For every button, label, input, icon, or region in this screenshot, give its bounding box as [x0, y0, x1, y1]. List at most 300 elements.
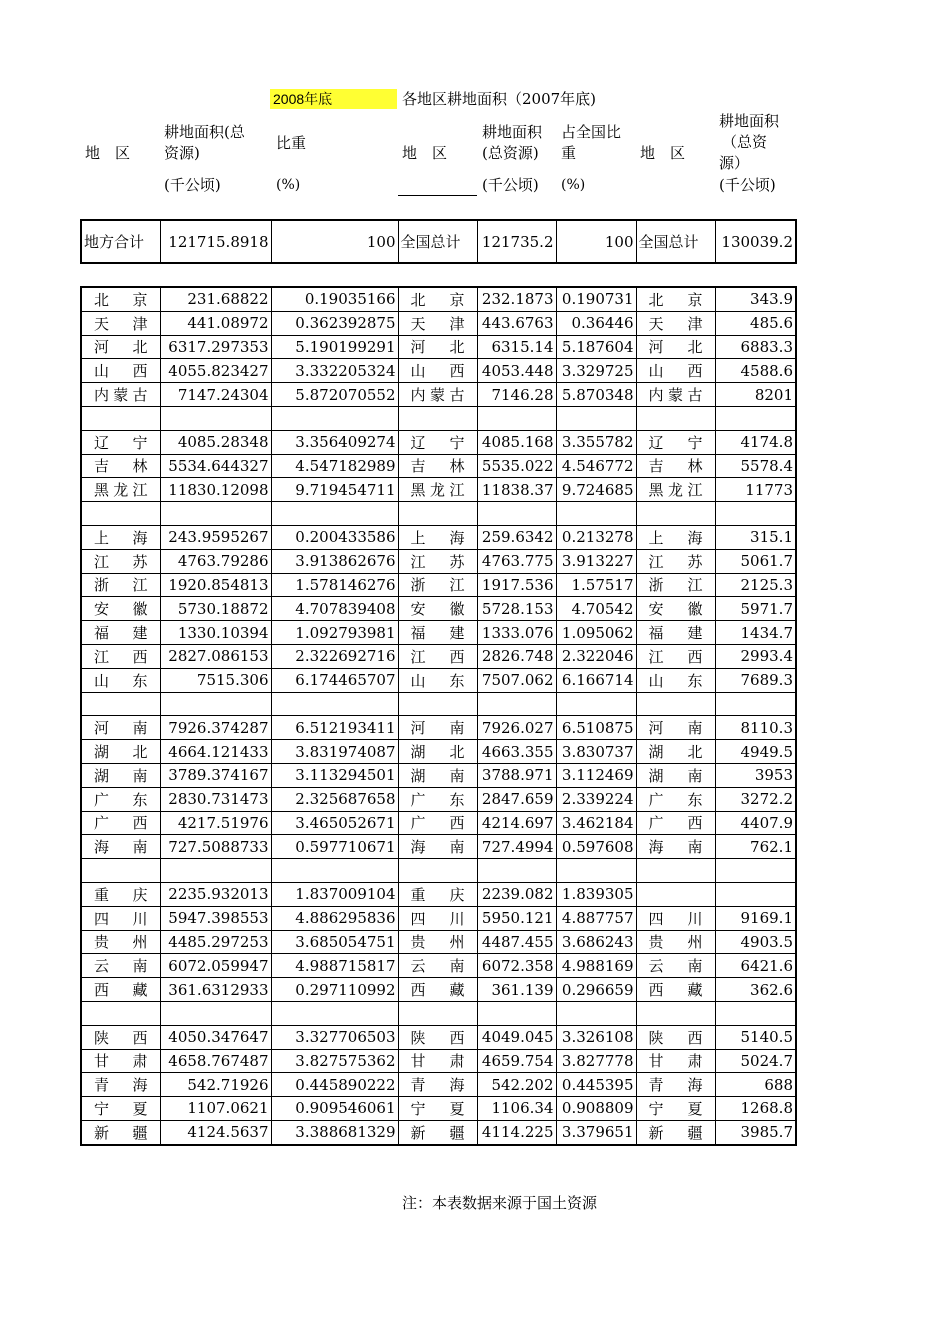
cell-region-b[interactable]: 辽 宁 [398, 430, 477, 454]
cell-area-b[interactable]: 542.202 [477, 1073, 556, 1097]
cell-area-b[interactable]: 443.6763 [477, 311, 556, 335]
cell-region-c[interactable]: 西 藏 [636, 978, 715, 1002]
cell-region-b[interactable] [398, 692, 477, 716]
cell-share-a[interactable]: 4.988715817 [271, 954, 398, 978]
cell-area-b[interactable]: 4763.775 [477, 549, 556, 573]
cell-region-a[interactable]: 辽 宁 [81, 430, 160, 454]
cell-region-c[interactable]: 北 京 [636, 287, 715, 311]
cell-region-a[interactable]: 新 疆 [81, 1120, 160, 1144]
cell-share-a[interactable]: 100 [271, 220, 398, 263]
cell-region-b[interactable]: 河 南 [398, 716, 477, 740]
cell-area-c[interactable]: 4949.5 [715, 740, 796, 764]
cell-area-c[interactable]: 4407.9 [715, 811, 796, 835]
cell-area-b[interactable]: 232.1873 [477, 287, 556, 311]
cell-share-b[interactable]: 4.70542 [556, 597, 636, 621]
cell-region-a[interactable]: 江 苏 [81, 549, 160, 573]
cell-area-c[interactable]: 4174.8 [715, 430, 796, 454]
cell-share-a[interactable]: 0.200433586 [271, 525, 398, 549]
cell-area-b[interactable]: 1333.076 [477, 621, 556, 645]
cell-area-a[interactable]: 4763.79286 [160, 549, 271, 573]
cell-area-a[interactable]: 2830.731473 [160, 787, 271, 811]
cell-share-b[interactable]: 4.887757 [556, 906, 636, 930]
cell-share-a[interactable]: 3.327706503 [271, 1025, 398, 1049]
cell-region-c[interactable]: 广 西 [636, 811, 715, 835]
cell-share-b[interactable]: 3.355782 [556, 430, 636, 454]
cell-area-c[interactable]: 4588.6 [715, 359, 796, 383]
cell-region-a[interactable]: 山 西 [81, 359, 160, 383]
cell-area-c[interactable] [715, 882, 796, 906]
cell-share-b[interactable]: 2.339224 [556, 787, 636, 811]
cell-area-a[interactable]: 7147.24304 [160, 383, 271, 407]
cell-area-c[interactable]: 5578.4 [715, 454, 796, 478]
cell-area-b[interactable]: 1917.536 [477, 573, 556, 597]
cell-area-a[interactable]: 4124.5637 [160, 1120, 271, 1144]
cell-share-b[interactable]: 0.597608 [556, 835, 636, 859]
cell-region-c[interactable]: 湖 北 [636, 740, 715, 764]
cell-area-a[interactable]: 4217.51976 [160, 811, 271, 835]
cell-region-a[interactable]: 河 北 [81, 335, 160, 359]
cell-area-c[interactable] [715, 406, 796, 430]
cell-share-a[interactable]: 6.512193411 [271, 716, 398, 740]
cell-region-c[interactable]: 甘 肃 [636, 1049, 715, 1073]
cell-region-c[interactable]: 陕 西 [636, 1025, 715, 1049]
cell-region-a[interactable] [81, 859, 160, 883]
cell-area-a[interactable]: 4055.823427 [160, 359, 271, 383]
cell-share-b[interactable]: 3.462184 [556, 811, 636, 835]
cell-region-c[interactable]: 吉 林 [636, 454, 715, 478]
cell-area-a[interactable]: 6072.059947 [160, 954, 271, 978]
cell-region-b[interactable]: 云 南 [398, 954, 477, 978]
cell-share-b[interactable] [556, 502, 636, 526]
cell-share-a[interactable]: 1.092793981 [271, 621, 398, 645]
cell-region-a[interactable]: 青 海 [81, 1073, 160, 1097]
cell-share-b[interactable]: 0.190731 [556, 287, 636, 311]
cell-area-a[interactable]: 5730.18872 [160, 597, 271, 621]
cell-share-b[interactable]: 3.913227 [556, 549, 636, 573]
cell-share-a[interactable]: 5.872070552 [271, 383, 398, 407]
cell-area-b[interactable]: 7146.28 [477, 383, 556, 407]
cell-region-b[interactable]: 上 海 [398, 525, 477, 549]
col-region-a: 地 区 [85, 144, 131, 162]
cell-area-c[interactable]: 485.6 [715, 311, 796, 335]
cell-area-a[interactable] [160, 1001, 271, 1025]
cell-area-c[interactable]: 130039.2 [715, 220, 796, 263]
cell-share-a[interactable]: 3.465052671 [271, 811, 398, 835]
cell-area-b[interactable]: 6072.358 [477, 954, 556, 978]
cell-region-c[interactable]: 江 西 [636, 644, 715, 668]
cell-share-a[interactable]: 0.362392875 [271, 311, 398, 335]
cell-region-a[interactable]: 湖 南 [81, 763, 160, 787]
cell-region-b[interactable]: 吉 林 [398, 454, 477, 478]
cell-area-a[interactable]: 243.9595267 [160, 525, 271, 549]
cell-share-a[interactable] [271, 1001, 398, 1025]
cell-share-b[interactable] [556, 1001, 636, 1025]
cell-share-b[interactable]: 3.827778 [556, 1049, 636, 1073]
cell-area-a[interactable]: 361.6312933 [160, 978, 271, 1002]
cell-share-a[interactable]: 9.719454711 [271, 478, 398, 502]
cell-area-c[interactable]: 362.6 [715, 978, 796, 1002]
cell-region-a[interactable]: 宁 夏 [81, 1097, 160, 1121]
cell-region-b[interactable]: 四 川 [398, 906, 477, 930]
cell-area-a[interactable] [160, 859, 271, 883]
cell-area-b[interactable]: 4659.754 [477, 1049, 556, 1073]
cell-region-b[interactable]: 黑龙江 [398, 478, 477, 502]
cell-area-a[interactable]: 121715.8918 [160, 220, 271, 263]
cell-area-a[interactable]: 5534.644327 [160, 454, 271, 478]
cell-area-c[interactable]: 1434.7 [715, 621, 796, 645]
cell-region-a[interactable]: 地方合计 [81, 220, 160, 263]
cell-region-c[interactable] [636, 882, 715, 906]
cell-area-a[interactable]: 4664.121433 [160, 740, 271, 764]
cell-region-a[interactable]: 甘 肃 [81, 1049, 160, 1073]
cell-region-a[interactable]: 浙 江 [81, 573, 160, 597]
cell-area-b[interactable]: 6315.14 [477, 335, 556, 359]
cell-area-a[interactable]: 727.5088733 [160, 835, 271, 859]
cell-share-a[interactable]: 0.445890222 [271, 1073, 398, 1097]
cell-region-c[interactable]: 山 西 [636, 359, 715, 383]
cell-region-c[interactable] [636, 859, 715, 883]
cell-area-a[interactable]: 1107.0621 [160, 1097, 271, 1121]
cell-region-b[interactable]: 海 南 [398, 835, 477, 859]
cell-area-c[interactable]: 5140.5 [715, 1025, 796, 1049]
cell-area-b[interactable]: 5950.121 [477, 906, 556, 930]
cell-share-a[interactable]: 4.547182989 [271, 454, 398, 478]
cell-area-b[interactable]: 4214.697 [477, 811, 556, 835]
cell-region-a[interactable]: 北 京 [81, 287, 160, 311]
cell-area-a[interactable]: 4085.28348 [160, 430, 271, 454]
cell-area-a[interactable]: 7926.374287 [160, 716, 271, 740]
table-row [81, 1120, 796, 1144]
cell-region-a[interactable]: 山 东 [81, 668, 160, 692]
cell-area-c[interactable]: 11773 [715, 478, 796, 502]
cell-area-b[interactable]: 2239.082 [477, 882, 556, 906]
cell-share-a[interactable] [271, 502, 398, 526]
cell-area-c[interactable] [715, 1001, 796, 1025]
cell-region-c[interactable]: 天 津 [636, 311, 715, 335]
cell-region-c[interactable]: 浙 江 [636, 573, 715, 597]
cell-area-b[interactable]: 121735.2 [477, 220, 556, 263]
cell-region-c[interactable]: 黑龙江 [636, 478, 715, 502]
cell-region-c[interactable] [636, 692, 715, 716]
cell-area-b[interactable]: 4114.225 [477, 1120, 556, 1144]
cell-region-a[interactable] [81, 1001, 160, 1025]
cell-area-a[interactable]: 11830.12098 [160, 478, 271, 502]
cell-area-b[interactable] [477, 692, 556, 716]
cell-region-a[interactable]: 四 川 [81, 906, 160, 930]
cell-area-b[interactable]: 4049.045 [477, 1025, 556, 1049]
cell-area-b[interactable]: 3788.971 [477, 763, 556, 787]
cell-area-a[interactable]: 3789.374167 [160, 763, 271, 787]
cell-share-a[interactable]: 3.356409274 [271, 430, 398, 454]
cell-area-b[interactable] [477, 859, 556, 883]
cell-region-b[interactable]: 甘 肃 [398, 1049, 477, 1073]
cell-share-a[interactable]: 5.190199291 [271, 335, 398, 359]
table-row [81, 954, 796, 978]
cell-region-c[interactable]: 海 南 [636, 835, 715, 859]
cell-share-a[interactable]: 0.19035166 [271, 287, 398, 311]
cell-share-b[interactable] [556, 406, 636, 430]
cell-share-a[interactable] [271, 406, 398, 430]
cell-region-b[interactable]: 内蒙古 [398, 383, 477, 407]
cell-area-c[interactable]: 3985.7 [715, 1120, 796, 1144]
cell-share-a[interactable]: 3.113294501 [271, 763, 398, 787]
cell-area-c[interactable]: 7689.3 [715, 668, 796, 692]
cell-region-b[interactable]: 北 京 [398, 287, 477, 311]
cell-region-b[interactable]: 福 建 [398, 621, 477, 645]
cell-share-b[interactable]: 3.686243 [556, 930, 636, 954]
cell-area-b[interactable]: 2826.748 [477, 644, 556, 668]
cell-area-c[interactable]: 9169.1 [715, 906, 796, 930]
cell-region-b[interactable]: 安 徽 [398, 597, 477, 621]
cell-region-b[interactable] [398, 859, 477, 883]
cell-area-c[interactable]: 5971.7 [715, 597, 796, 621]
cell-region-c[interactable]: 江 苏 [636, 549, 715, 573]
cell-area-a[interactable]: 542.71926 [160, 1073, 271, 1097]
cell-share-b[interactable]: 3.379651 [556, 1120, 636, 1144]
cell-region-c[interactable]: 全国总计 [636, 220, 715, 263]
cell-region-b[interactable] [398, 502, 477, 526]
cell-share-b[interactable]: 0.296659 [556, 978, 636, 1002]
cell-region-c[interactable]: 上 海 [636, 525, 715, 549]
cell-region-c[interactable]: 河 北 [636, 335, 715, 359]
cell-region-b[interactable]: 浙 江 [398, 573, 477, 597]
cell-region-a[interactable] [81, 692, 160, 716]
cell-share-b[interactable]: 3.112469 [556, 763, 636, 787]
cell-area-b[interactable]: 4487.455 [477, 930, 556, 954]
cell-area-c[interactable]: 4903.5 [715, 930, 796, 954]
cell-share-b[interactable]: 4.546772 [556, 454, 636, 478]
cell-share-a[interactable]: 4.886295836 [271, 906, 398, 930]
cell-region-c[interactable]: 湖 南 [636, 763, 715, 787]
cell-region-c[interactable]: 辽 宁 [636, 430, 715, 454]
cell-region-b[interactable]: 西 藏 [398, 978, 477, 1002]
cell-region-a[interactable]: 天 津 [81, 311, 160, 335]
cell-area-a[interactable] [160, 692, 271, 716]
cell-share-a[interactable]: 3.913862676 [271, 549, 398, 573]
cell-area-c[interactable]: 3272.2 [715, 787, 796, 811]
cell-region-a[interactable]: 海 南 [81, 835, 160, 859]
cell-region-a[interactable]: 贵 州 [81, 930, 160, 954]
cell-area-b[interactable]: 11838.37 [477, 478, 556, 502]
cell-share-a[interactable]: 4.707839408 [271, 597, 398, 621]
cell-area-c[interactable]: 1268.8 [715, 1097, 796, 1121]
cell-region-a[interactable]: 西 藏 [81, 978, 160, 1002]
cell-area-c[interactable]: 8110.3 [715, 716, 796, 740]
cell-region-a[interactable] [81, 502, 160, 526]
cell-region-b[interactable]: 广 东 [398, 787, 477, 811]
cell-region-a[interactable]: 云 南 [81, 954, 160, 978]
cell-area-b[interactable] [477, 502, 556, 526]
cell-share-a[interactable]: 3.827575362 [271, 1049, 398, 1073]
cell-region-c[interactable]: 宁 夏 [636, 1097, 715, 1121]
cell-area-a[interactable]: 1330.10394 [160, 621, 271, 645]
cell-area-c[interactable]: 2993.4 [715, 644, 796, 668]
cell-share-a[interactable]: 0.297110992 [271, 978, 398, 1002]
cell-area-b[interactable]: 5535.022 [477, 454, 556, 478]
cell-area-a[interactable]: 2235.932013 [160, 882, 271, 906]
cell-region-c[interactable]: 河 南 [636, 716, 715, 740]
cell-area-c[interactable] [715, 692, 796, 716]
cell-area-a[interactable]: 441.08972 [160, 311, 271, 335]
cell-area-b[interactable]: 2847.659 [477, 787, 556, 811]
cell-area-a[interactable]: 231.68822 [160, 287, 271, 311]
cell-share-a[interactable]: 1.837009104 [271, 882, 398, 906]
cell-share-b[interactable]: 2.322046 [556, 644, 636, 668]
cell-region-b[interactable]: 全国总计 [398, 220, 477, 263]
cell-region-c[interactable] [636, 1001, 715, 1025]
cell-area-c[interactable]: 315.1 [715, 525, 796, 549]
cell-region-b[interactable]: 新 疆 [398, 1120, 477, 1144]
cell-region-b[interactable]: 江 西 [398, 644, 477, 668]
cell-region-b[interactable] [398, 1001, 477, 1025]
cell-region-a[interactable]: 福 建 [81, 621, 160, 645]
cell-area-b[interactable]: 259.6342 [477, 525, 556, 549]
cell-area-c[interactable]: 2125.3 [715, 573, 796, 597]
cell-region-b[interactable]: 重 庆 [398, 882, 477, 906]
cell-share-b[interactable]: 0.213278 [556, 525, 636, 549]
cell-share-b[interactable]: 6.166714 [556, 668, 636, 692]
cell-region-c[interactable]: 新 疆 [636, 1120, 715, 1144]
cell-share-b[interactable]: 3.326108 [556, 1025, 636, 1049]
cell-share-a[interactable]: 0.909546061 [271, 1097, 398, 1121]
cell-region-c[interactable]: 云 南 [636, 954, 715, 978]
cell-region-b[interactable]: 广 西 [398, 811, 477, 835]
cell-area-c[interactable] [715, 502, 796, 526]
cell-area-c[interactable]: 5024.7 [715, 1049, 796, 1073]
cell-area-c[interactable]: 762.1 [715, 835, 796, 859]
cell-area-a[interactable]: 6317.297353 [160, 335, 271, 359]
cell-area-c[interactable]: 3953 [715, 763, 796, 787]
cell-area-a[interactable]: 1920.854813 [160, 573, 271, 597]
cell-region-b[interactable]: 湖 南 [398, 763, 477, 787]
cell-area-a[interactable] [160, 406, 271, 430]
cell-share-a[interactable]: 3.332205324 [271, 359, 398, 383]
cell-region-a[interactable]: 黑龙江 [81, 478, 160, 502]
cell-share-b[interactable]: 1.839305 [556, 882, 636, 906]
cell-share-a[interactable]: 3.831974087 [271, 740, 398, 764]
cell-region-c[interactable]: 四 川 [636, 906, 715, 930]
cell-area-b[interactable] [477, 406, 556, 430]
cell-area-b[interactable]: 4085.168 [477, 430, 556, 454]
cell-region-b[interactable]: 宁 夏 [398, 1097, 477, 1121]
cell-area-b[interactable]: 727.4994 [477, 835, 556, 859]
cell-share-a[interactable]: 3.685054751 [271, 930, 398, 954]
cell-share-b[interactable]: 1.57517 [556, 573, 636, 597]
cell-area-c[interactable]: 688 [715, 1073, 796, 1097]
cell-region-b[interactable]: 山 西 [398, 359, 477, 383]
cell-region-b[interactable]: 河 北 [398, 335, 477, 359]
cell-area-b[interactable]: 7926.027 [477, 716, 556, 740]
cell-share-b[interactable]: 100 [556, 220, 636, 263]
cell-area-a[interactable]: 2827.086153 [160, 644, 271, 668]
cell-share-a[interactable]: 1.578146276 [271, 573, 398, 597]
cell-share-b[interactable]: 3.830737 [556, 740, 636, 764]
cell-area-a[interactable]: 4485.297253 [160, 930, 271, 954]
cell-region-c[interactable]: 青 海 [636, 1073, 715, 1097]
cell-share-a[interactable]: 0.597710671 [271, 835, 398, 859]
cell-area-c[interactable]: 343.9 [715, 287, 796, 311]
cell-area-c[interactable]: 8201 [715, 383, 796, 407]
cell-area-a[interactable]: 7515.306 [160, 668, 271, 692]
cell-region-b[interactable]: 青 海 [398, 1073, 477, 1097]
cell-area-b[interactable] [477, 1001, 556, 1025]
cell-share-a[interactable]: 3.388681329 [271, 1120, 398, 1144]
cell-region-c[interactable]: 广 东 [636, 787, 715, 811]
cell-area-a[interactable]: 5947.398553 [160, 906, 271, 930]
cell-region-a[interactable]: 内蒙古 [81, 383, 160, 407]
cell-region-c[interactable]: 内蒙古 [636, 383, 715, 407]
cell-region-b[interactable]: 湖 北 [398, 740, 477, 764]
cell-area-b[interactable]: 4053.448 [477, 359, 556, 383]
cell-region-c[interactable]: 山 东 [636, 668, 715, 692]
cell-area-c[interactable] [715, 859, 796, 883]
cell-region-c[interactable]: 福 建 [636, 621, 715, 645]
year-cell[interactable]: 2008年底 [270, 89, 397, 109]
cell-share-b[interactable]: 3.329725 [556, 359, 636, 383]
cell-share-a[interactable]: 2.322692716 [271, 644, 398, 668]
cell-share-b[interactable]: 5.187604 [556, 335, 636, 359]
cell-region-a[interactable]: 安 徽 [81, 597, 160, 621]
cell-area-c[interactable]: 6421.6 [715, 954, 796, 978]
cell-region-c[interactable] [636, 502, 715, 526]
cell-area-c[interactable]: 6883.3 [715, 335, 796, 359]
cell-share-b[interactable] [556, 859, 636, 883]
cell-region-b[interactable]: 贵 州 [398, 930, 477, 954]
cell-region-a[interactable]: 重 庆 [81, 882, 160, 906]
cell-share-b[interactable]: 0.908809 [556, 1097, 636, 1121]
cell-region-a[interactable]: 上 海 [81, 525, 160, 549]
cell-share-a[interactable] [271, 692, 398, 716]
cell-region-b[interactable]: 江 苏 [398, 549, 477, 573]
cell-area-b[interactable]: 7507.062 [477, 668, 556, 692]
cell-area-a[interactable]: 4050.347647 [160, 1025, 271, 1049]
cell-region-c[interactable]: 贵 州 [636, 930, 715, 954]
cell-area-b[interactable]: 5728.153 [477, 597, 556, 621]
cell-region-a[interactable]: 广 西 [81, 811, 160, 835]
cell-area-b[interactable]: 1106.34 [477, 1097, 556, 1121]
cell-share-b[interactable]: 9.724685 [556, 478, 636, 502]
cell-share-b[interactable] [556, 692, 636, 716]
cell-share-b[interactable]: 0.36446 [556, 311, 636, 335]
cell-region-c[interactable] [636, 406, 715, 430]
cell-region-c[interactable]: 安 徽 [636, 597, 715, 621]
cell-region-a[interactable]: 江 西 [81, 644, 160, 668]
cell-share-b[interactable]: 4.988169 [556, 954, 636, 978]
cell-region-a[interactable]: 吉 林 [81, 454, 160, 478]
cell-region-b[interactable]: 山 东 [398, 668, 477, 692]
cell-share-a[interactable]: 2.325687658 [271, 787, 398, 811]
cell-share-b[interactable]: 1.095062 [556, 621, 636, 645]
cell-region-a[interactable]: 河 南 [81, 716, 160, 740]
cell-area-a[interactable]: 4658.767487 [160, 1049, 271, 1073]
cell-share-b[interactable]: 6.510875 [556, 716, 636, 740]
cell-share-a[interactable]: 6.174465707 [271, 668, 398, 692]
cell-region-b[interactable]: 天 津 [398, 311, 477, 335]
cell-region-a[interactable]: 湖 北 [81, 740, 160, 764]
cell-region-a[interactable]: 陕 西 [81, 1025, 160, 1049]
cell-area-b[interactable]: 361.139 [477, 978, 556, 1002]
cell-share-b[interactable]: 5.870348 [556, 383, 636, 407]
cell-region-a[interactable]: 广 东 [81, 787, 160, 811]
cell-area-b[interactable]: 4663.355 [477, 740, 556, 764]
cell-share-a[interactable] [271, 859, 398, 883]
cell-area-a[interactable] [160, 502, 271, 526]
cell-region-b[interactable] [398, 406, 477, 430]
cell-area-c[interactable]: 5061.7 [715, 549, 796, 573]
cell-region-a[interactable] [81, 406, 160, 430]
cell-region-b[interactable]: 陕 西 [398, 1025, 477, 1049]
cell-share-b[interactable]: 0.445395 [556, 1073, 636, 1097]
